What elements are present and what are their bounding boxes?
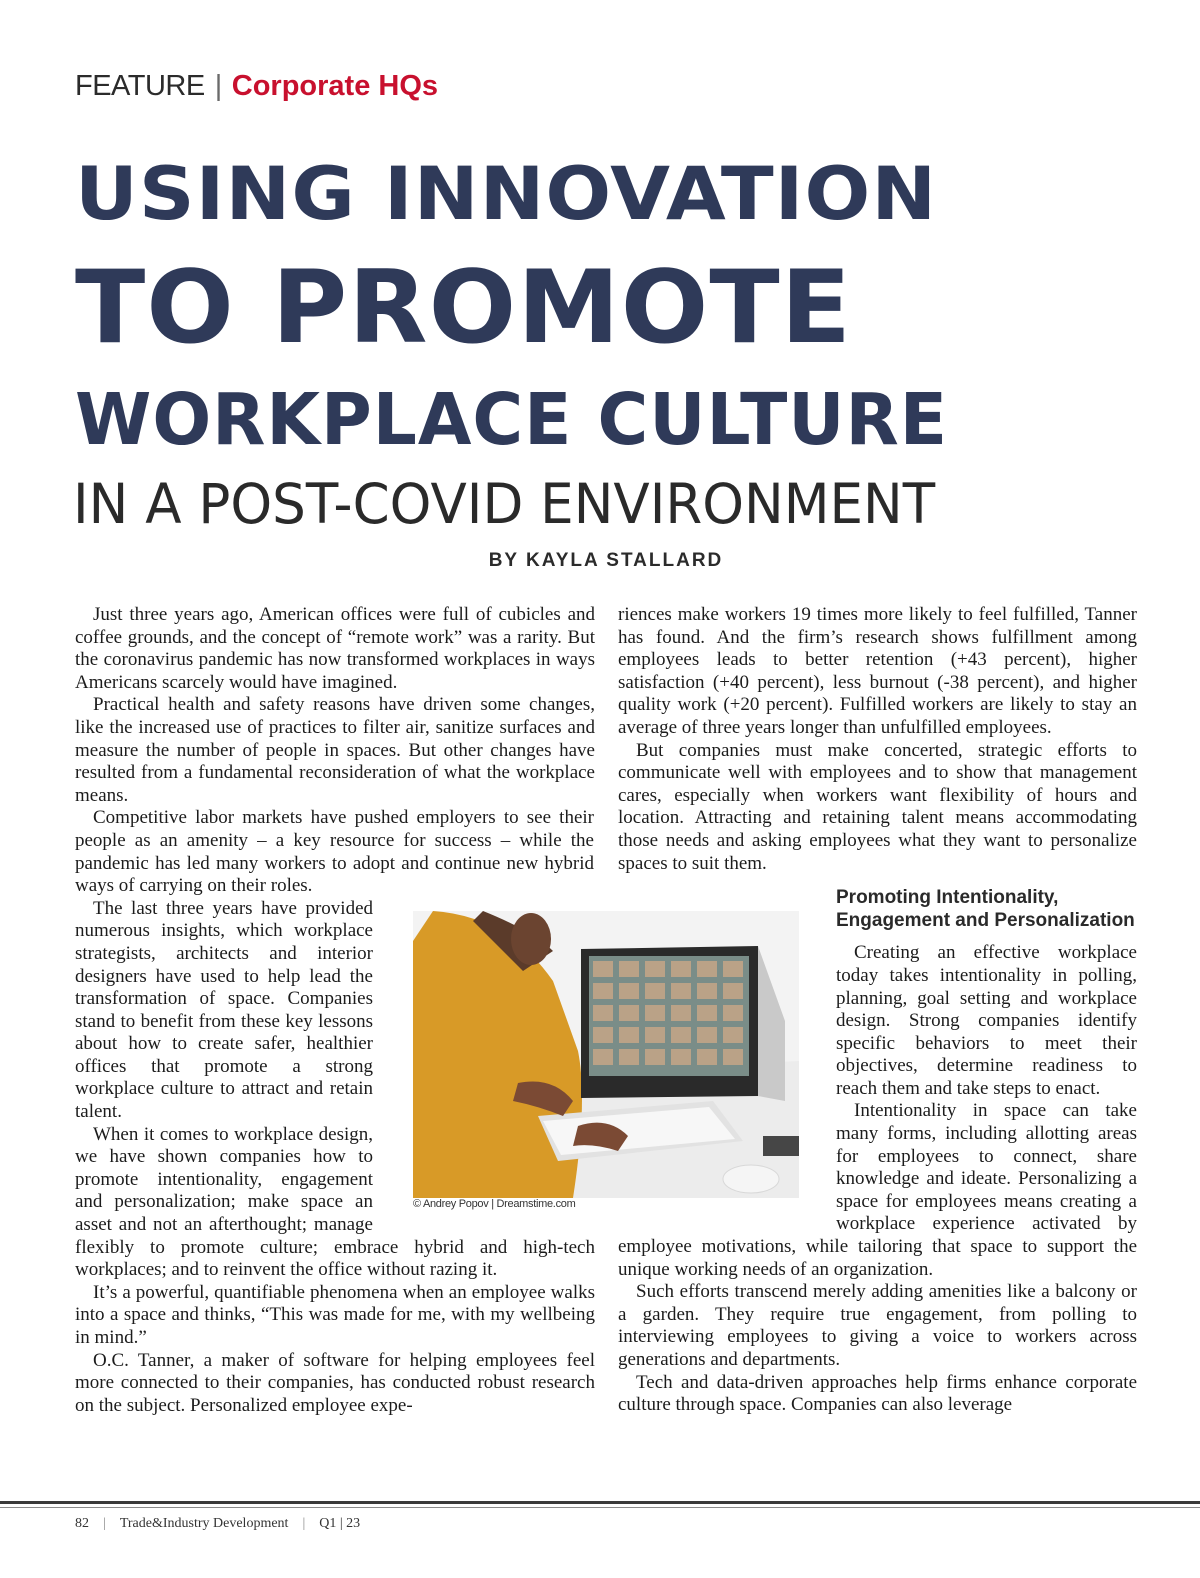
page-footer [75,1516,360,1532]
paragraph: riences make workers 19 times more likely to feel fulfilled, Tanner has found. And the firm’s research shows fulfillment among employees leads to better retention (+43 percent), higher satisfaction (+40 percent), less burnout (-38 percent), and higher quality work (+20 percent). Fulfilled workers are likely to stay an average of three years longer than unfulfilled employees. [618,604,1137,738]
paragraph: The last three years have provided numerous insights, which workplace strategists, architects and interior designers have used to help lead the transformation of space. Companies stand to benefit from these key lessons about how to create safer, healthier offices that promote a strong workplace culture to attract and retain talent. [75,897,373,1123]
photo-credit: © Andrey Popov | Dreamstime.com [413,1198,576,1210]
publication-name: Trade&Industry Development [119,1516,289,1531]
paragraph: Practical health and safety reasons have driven some changes, like the increased use of practices to filter air, sanitize surfaces and measure the number of people in spaces. But other changes have resulted from a fundamental reconsideration of what the workplace means. [75,694,595,806]
footer-rule-thin [0,1507,1200,1508]
paragraph: Competitive labor markets have pushed employers to see their people as an amenity – a key resource for success – while the pandemic has led many workers to adopt and continue new hybrid ways of carrying on their roles. [75,807,594,897]
section-separator: | [214,70,222,102]
paragraph: Such efforts transcend merely adding amenities like a balcony or a garden. They require true engagement, from polling to interviewing employees to giving a voice to workers across generations and departments. [618,1281,1137,1370]
headline-line-2: TO PROMOTE [75,248,853,366]
paragraph: O.C. Tanner, a maker of software for helping employees feel more connected to their companies, has conducted robust research on the subject. Personalized employee expe- [75,1349,595,1416]
byline: BY KAYLA STALLARD [488,550,724,571]
paragraph: But companies must make concerted, strategic efforts to communicate well with employees and to show that management cares, especially when workers want flexibility of hours and location. Attracting and retaining talent means accommodating those needs and asking employees what they want to personalize spaces to suit them. [618,739,1137,874]
paragraph: Intentionality in space can take many forms, including allotting areas for employees to connect, share knowledge and ideate. Personalizing a space for employees means creating a workplace experience activated by employee motivations, while tailoring that space to support the unique working needs of an organization. [618,1100,1137,1280]
paragraph: When it comes to workplace design, we have shown companies how to promote intentionality, engagement and personalization; make space an asset and not an afterthought; manage flexibly to promote culture; embrace hybrid and high-tech workplaces; and to reinvent the office without razing it. [75,1123,595,1281]
photo-wrap-offset [618,875,619,888]
paragraph: Creating an effective workplace today takes intentionality in polling, planning, goal setting and workplace design. Strong companies identify specific behaviors to meet their objectives, determine readiness to reach them and take steps to enact. [836,942,1137,1099]
footer-rule [0,1501,1200,1504]
issue-label: Q1 | 23 [319,1516,361,1531]
section-subheading: Promoting Intentionality, Engagement and Personalization [836,887,1135,931]
headline-line-1: USING INNOVATION [75,152,938,237]
footer-separator: | [103,1516,106,1531]
footer-separator: | [302,1516,306,1531]
photo-illustration [413,911,799,1198]
section-topic: Corporate HQs [231,70,439,102]
headline-line-3: WORKPLACE CULTURE [75,378,949,461]
headline-subtitle: IN A POST-COVID ENVIRONMENT [73,472,936,536]
section-header [75,68,438,104]
paragraph: Just three years ago, American offices were full of cubicles and coffee grounds, and the concept of “remote work” was a rarity. But the coronavirus pandemic has now transformed workplaces in ways Americans scarcely would have imagined. [75,604,595,693]
section-label: FEATURE [75,70,205,102]
page-number: 82 [75,1516,89,1531]
paragraph: It’s a powerful, quantifiable phenomena when an employee walks into a space and thinks, “This was made for me, with my wellbeing in mind.” [75,1281,595,1348]
laptop-video-call-photo [413,911,799,1198]
paragraph: Tech and data-driven approaches help firms enhance corporate culture through space. Companies can also leverage [618,1371,1137,1416]
